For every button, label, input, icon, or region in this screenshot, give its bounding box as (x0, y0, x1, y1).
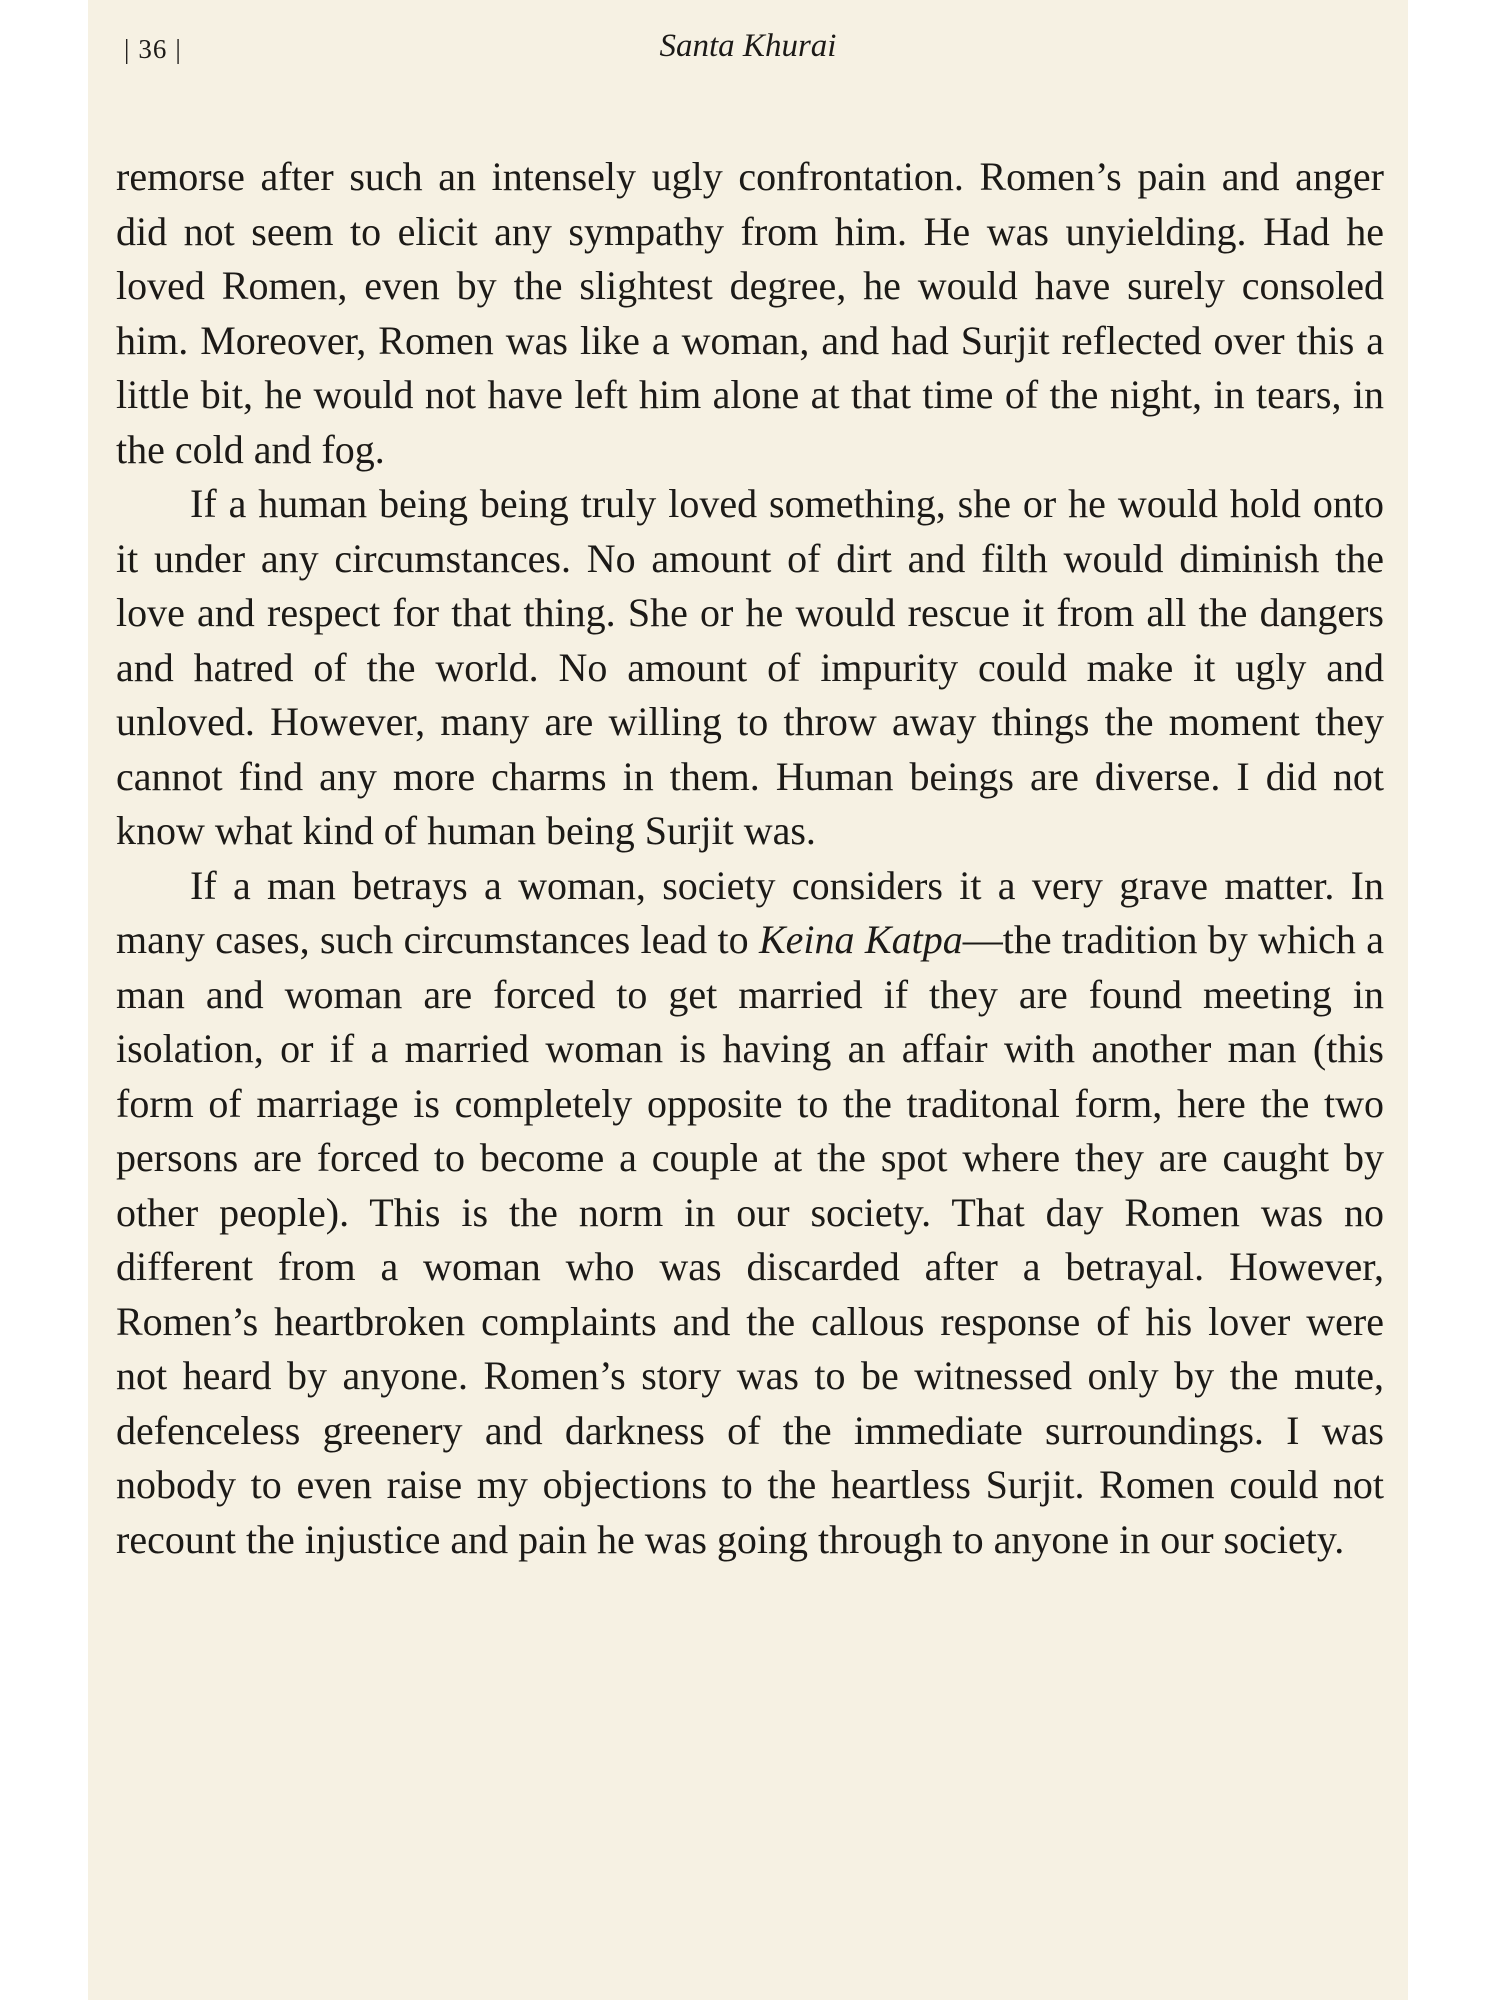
paragraph-3-start: If a man betrays a woman, society considers it a very grave matter. In many cases, such circumstances lead to (116, 862, 1384, 962)
paragraph-3 (116, 859, 1384, 1568)
paragraph-1: remorse after such an intensely ugly confrontation. Romen’s pain and anger did not seem to elicit any sympathy from him. He was unyielding. Had he loved Romen, even by the slightest degree, he would have surely consoled him. Moreover, Romen was like a woman, and had Surjit reflected over this a little bit, he would not have left him alone at that time of the night, in tears, in the cold and fog. (116, 154, 1384, 472)
paragraph-2: If a human being being truly loved something, she or he would hold onto it under any circumstances. No amount of dirt and filth would diminish the love and respect for that thing. She or he would rescue it from all the dangers and hatred of the world. No amount of impurity could make it ugly and unloved. However, many are willing to throw away things the moment they cannot find any more charms in them. Human beings are diverse. I did not know what kind of human being Surjit was. (116, 481, 1384, 853)
page-number: | 36 | (124, 34, 182, 64)
italic-term: Keina Katpa (759, 917, 963, 962)
running-head: Santa Khurai (659, 28, 837, 64)
page-header (116, 28, 1380, 78)
book-page (88, 0, 1408, 2000)
body-text (116, 150, 1384, 1567)
page-number-value: 36 (138, 34, 168, 64)
paragraph-3-rest: —the tradition by which a man and woman are forced to get married if they are found meeting in isolation, or if a married woman is having an affair with another man (this form of marriage is completely opposite to the traditonal form, here the two persons are forced to become a couple at the spot where they are caught by other people). This is the norm in our society. That day Romen was no different from a woman who was discarded after a betrayal. However, Romen’s heartbroken complaints and the callous response of his lover were not heard by anyone. Romen’s story was to be witnessed only by the mute, defenceless greenery and darkness of the immediate surroundings. I was nobody to even raise my objections to the heartless Surjit. Romen could not recount the injustice and pain he was going through to anyone in our society. (116, 917, 1385, 1562)
